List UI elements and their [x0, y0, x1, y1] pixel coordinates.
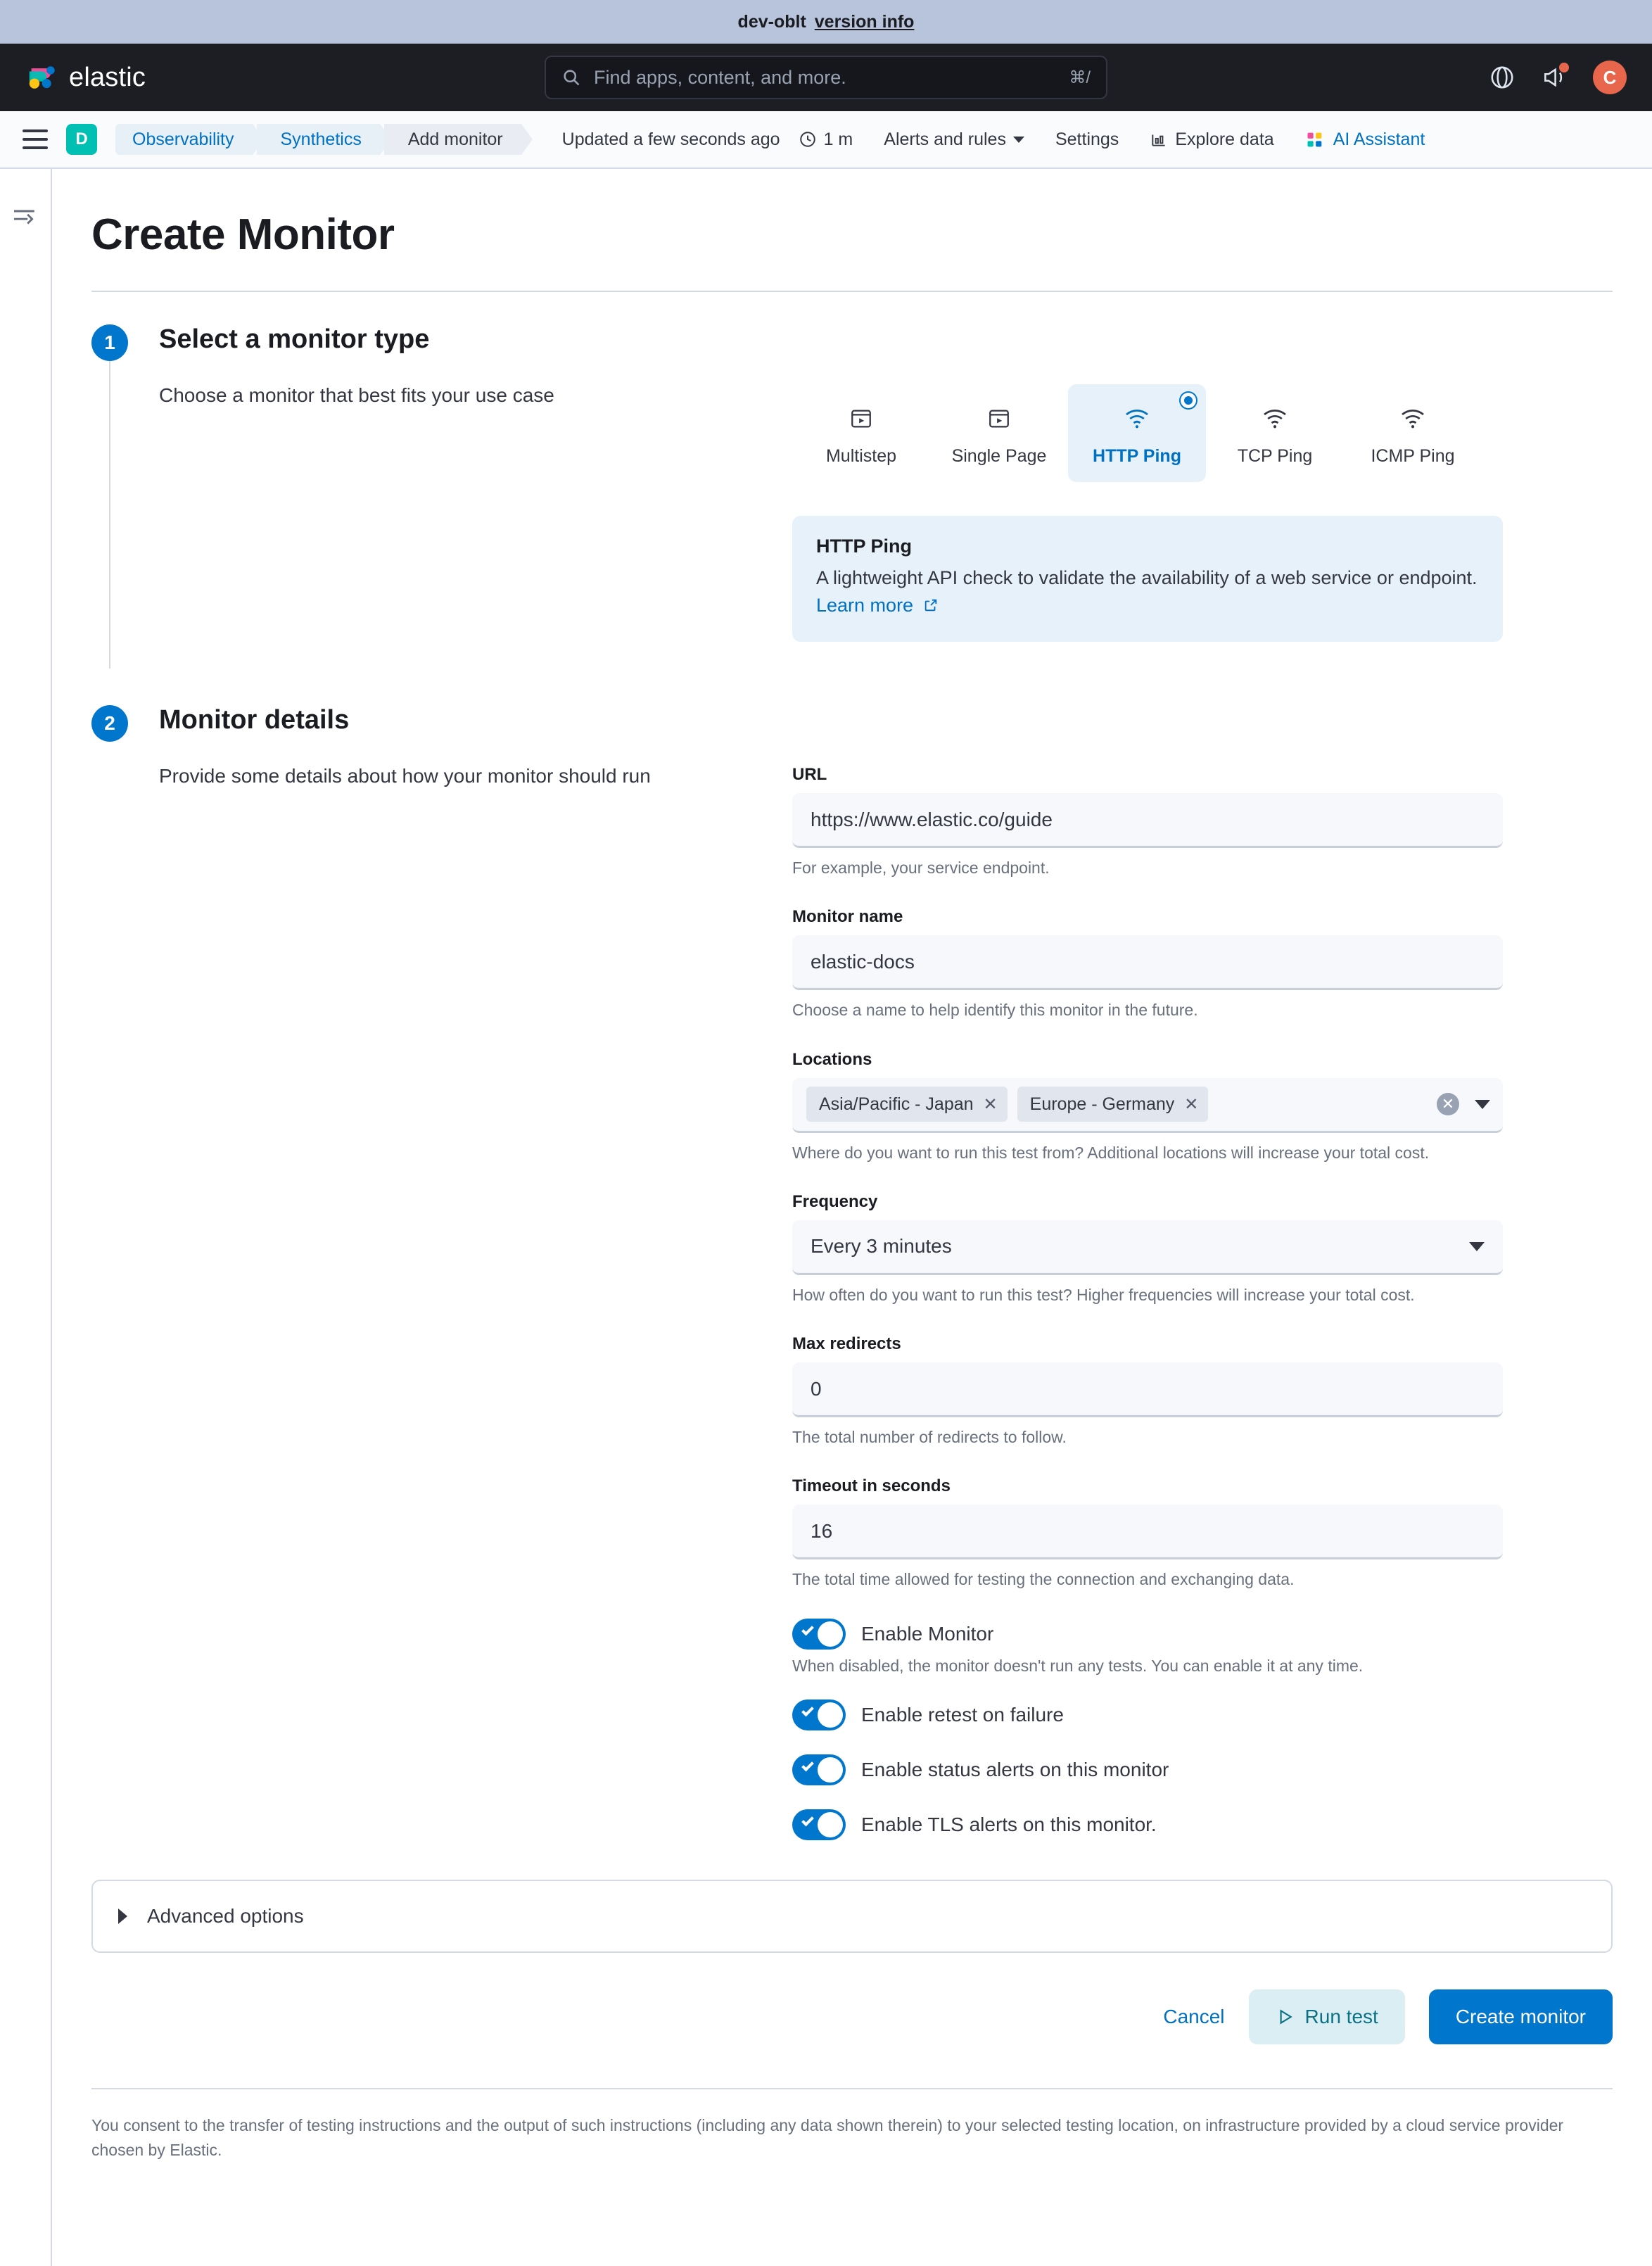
toggle-knob	[818, 1757, 843, 1783]
ai-assistant-label: AI Assistant	[1333, 129, 1425, 149]
chevron-right-icon	[118, 1909, 127, 1924]
page-shell	[0, 169, 1652, 2266]
monitor-type-label: Single Page	[951, 446, 1047, 466]
step-1-number: 1	[91, 324, 128, 361]
toggle-status-alerts-label: Enable status alerts on this monitor	[861, 1759, 1169, 1781]
field-monitor-name	[792, 907, 1503, 1021]
frequency-value: Every 3 minutes	[811, 1235, 952, 1258]
toggle-tls-alerts-label: Enable TLS alerts on this monitor.	[861, 1814, 1157, 1836]
browser-icon	[792, 403, 930, 435]
step-2-number: 2	[91, 705, 128, 742]
main-content	[52, 169, 1652, 2266]
field-max-redirects	[792, 1334, 1503, 1448]
monitor-name-input[interactable]: elastic-docs	[792, 935, 1503, 990]
max-redirects-hint: The total number of redirects to follow.	[792, 1428, 1067, 1447]
settings-link[interactable]	[1055, 129, 1119, 150]
run-test-label: Run test	[1304, 2006, 1378, 2028]
chart-icon	[1150, 130, 1168, 148]
announcements-icon[interactable]	[1541, 64, 1568, 91]
toggle-status-alerts-group	[792, 1754, 1503, 1785]
avatar[interactable]: C	[1593, 61, 1627, 94]
step-select-monitor-type	[52, 324, 1652, 662]
toggle-tls-alerts-group	[792, 1809, 1503, 1840]
header-right-controls	[1489, 61, 1627, 94]
frequency-label: Frequency	[792, 1191, 878, 1211]
explore-data-label: Explore data	[1175, 129, 1274, 149]
toggle-knob	[818, 1621, 843, 1647]
breadcrumb-toolbar	[0, 111, 1652, 169]
info-panel-title: HTTP Ping	[816, 536, 913, 557]
elastic-home-link[interactable]	[25, 61, 146, 94]
external-link-icon	[923, 597, 939, 613]
location-pill-label: Asia/Pacific - Japan	[819, 1094, 974, 1114]
toggle-status-alerts[interactable]	[792, 1754, 846, 1785]
search-placeholder: Find apps, content, and more.	[594, 66, 846, 88]
remove-location-icon[interactable]: ✕	[1184, 1094, 1199, 1114]
locations-label: Locations	[792, 1049, 872, 1069]
check-icon	[801, 1814, 814, 1827]
chevron-down-icon[interactable]	[1475, 1100, 1490, 1109]
form-actions	[91, 1989, 1613, 2044]
timeout-label: Timeout in seconds	[792, 1476, 951, 1496]
location-pill-label: Europe - Germany	[1029, 1094, 1175, 1114]
title-divider	[91, 291, 1613, 292]
monitor-details-form	[792, 765, 1503, 1840]
advanced-options-accordion[interactable]	[91, 1880, 1613, 1953]
toggle-knob	[818, 1812, 843, 1837]
monitor-type-multistep[interactable]	[792, 384, 930, 482]
learn-more-link[interactable]: Learn more	[816, 595, 914, 616]
step-1-description: Choose a monitor that best fits your use case	[159, 384, 554, 406]
monitor-type-tcp-ping[interactable]	[1206, 384, 1344, 482]
toggle-retest-on-failure-group	[792, 1700, 1503, 1730]
menu-icon[interactable]	[23, 129, 48, 149]
frequency-select[interactable]	[792, 1220, 1503, 1275]
help-icon[interactable]	[1489, 64, 1516, 91]
breadcrumb	[115, 124, 526, 155]
step-2-title: Monitor details	[159, 705, 350, 735]
remove-location-icon[interactable]: ✕	[983, 1094, 998, 1114]
toggle-tls-alerts[interactable]	[792, 1809, 846, 1840]
locations-hint: Where do you want to run this test from? Additional locations will increase your total cost.	[792, 1143, 1430, 1162]
radio-selected-icon	[1181, 393, 1196, 408]
ping-icon	[1344, 403, 1482, 435]
create-monitor-label: Create monitor	[1455, 2006, 1586, 2028]
chevron-down-icon	[1469, 1242, 1485, 1251]
locations-combobox[interactable]	[792, 1078, 1503, 1133]
step-monitor-details	[52, 705, 1652, 1860]
monitor-type-http-ping[interactable]	[1068, 384, 1206, 482]
toggle-knob	[818, 1702, 843, 1728]
location-pill[interactable]	[806, 1087, 1008, 1122]
field-frequency	[792, 1192, 1503, 1306]
clock-icon	[799, 130, 817, 148]
alerts-and-rules-menu[interactable]	[884, 129, 1024, 150]
brand-name: elastic	[69, 62, 146, 92]
last-updated-label: Updated a few seconds ago	[561, 129, 780, 149]
field-url	[792, 765, 1503, 879]
toggle-retest-on-failure[interactable]	[792, 1700, 846, 1730]
monitor-type-single-page[interactable]	[930, 384, 1068, 482]
timeout-input[interactable]: 16	[792, 1505, 1503, 1559]
alerts-and-rules-label: Alerts and rules	[884, 129, 1006, 149]
ping-icon	[1206, 403, 1344, 435]
space-badge[interactable]: D	[66, 124, 97, 155]
search-icon	[561, 68, 581, 87]
version-info-link[interactable]: version info	[814, 11, 915, 32]
refresh-interval-control[interactable]	[799, 129, 853, 150]
monitor-type-label: TCP Ping	[1237, 446, 1313, 466]
check-icon	[801, 1759, 814, 1772]
step-1-title: Select a monitor type	[159, 324, 430, 354]
settings-label: Settings	[1055, 129, 1119, 149]
check-icon	[801, 1704, 814, 1717]
chevron-down-icon	[1013, 137, 1024, 143]
max-redirects-label: Max redirects	[792, 1334, 901, 1354]
dev-environment-banner	[0, 0, 1652, 44]
browser-icon	[930, 403, 1068, 435]
check-icon	[801, 1623, 814, 1636]
field-locations	[792, 1050, 1503, 1164]
location-pill[interactable]	[1017, 1087, 1209, 1122]
breadcrumb-item-synthetics[interactable]: Synthetics	[257, 124, 380, 155]
breadcrumb-item-add-monitor: Add monitor	[384, 124, 521, 155]
toggle-enable-monitor-group	[792, 1619, 1503, 1676]
monitor-type-info-panel	[792, 516, 1503, 642]
refresh-interval-value: 1 m	[823, 129, 853, 149]
info-panel-text: A lightweight API check to validate the availability of a web service or endpoint.	[816, 567, 1478, 588]
consent-text: You consent to the transfer of testing instructions and the output of such instructions (including any data shown therein) to your selected testing location, on infrastructure provided by a cloud service provider chosen by Elastic.	[91, 2088, 1613, 2193]
cancel-button[interactable]: Cancel	[1163, 2006, 1225, 2028]
search-input[interactable]	[545, 56, 1107, 99]
timeout-hint: The total time allowed for testing the connection and exchanging data.	[792, 1570, 1295, 1589]
url-label: URL	[792, 765, 827, 785]
dev-banner-label: dev-oblt	[737, 11, 806, 32]
monitor-type-label: Multistep	[825, 446, 897, 466]
toggle-enable-monitor-hint: When disabled, the monitor doesn't run any tests. You can enable it at any time.	[792, 1657, 1364, 1676]
breadcrumb-item-observability[interactable]: Observability	[115, 124, 253, 155]
step-2-description: Provide some details about how your monitor should run	[159, 765, 651, 787]
ai-assistant-button[interactable]	[1305, 129, 1425, 150]
monitor-name-label: Monitor name	[792, 907, 903, 927]
global-header	[0, 44, 1652, 111]
monitor-type-label: ICMP Ping	[1371, 446, 1455, 466]
expand-sidebar-icon[interactable]	[11, 205, 39, 228]
field-timeout	[792, 1476, 1503, 1590]
advanced-options-label: Advanced options	[147, 1905, 304, 1928]
monitor-type-options	[792, 384, 1503, 482]
global-search[interactable]	[545, 56, 1107, 99]
toggle-retest-on-failure-label: Enable retest on failure	[861, 1704, 1064, 1726]
explore-data-button[interactable]	[1150, 129, 1273, 150]
search-shortcut-hint: ⌘/	[1069, 68, 1091, 87]
url-input[interactable]: https://www.elastic.co/guide	[792, 793, 1503, 848]
monitor-name-hint: Choose a name to help identify this monitor in the future.	[792, 1001, 1198, 1020]
play-icon	[1276, 2008, 1294, 2026]
max-redirects-input[interactable]: 0	[792, 1362, 1503, 1417]
url-hint: For example, your service endpoint.	[792, 859, 1050, 878]
step-connector-line	[109, 361, 110, 669]
collapsed-sidebar	[0, 169, 52, 2266]
page-title: Create Monitor	[91, 210, 395, 259]
monitor-type-icmp-ping[interactable]	[1344, 384, 1482, 482]
monitor-type-label: HTTP Ping	[1093, 446, 1181, 466]
toggle-enable-monitor-label: Enable Monitor	[861, 1623, 994, 1645]
toggle-enable-monitor[interactable]	[792, 1619, 846, 1650]
elastic-logo-icon	[25, 61, 58, 94]
run-test-button[interactable]	[1249, 1989, 1405, 2044]
frequency-hint: How often do you want to run this test? Higher frequencies will increase your total cost.	[792, 1285, 1415, 1304]
notification-dot	[1559, 63, 1569, 72]
create-monitor-button[interactable]	[1429, 1989, 1613, 2044]
ai-assistant-icon	[1305, 129, 1325, 149]
clear-all-locations-icon[interactable]: ✕	[1437, 1093, 1459, 1115]
